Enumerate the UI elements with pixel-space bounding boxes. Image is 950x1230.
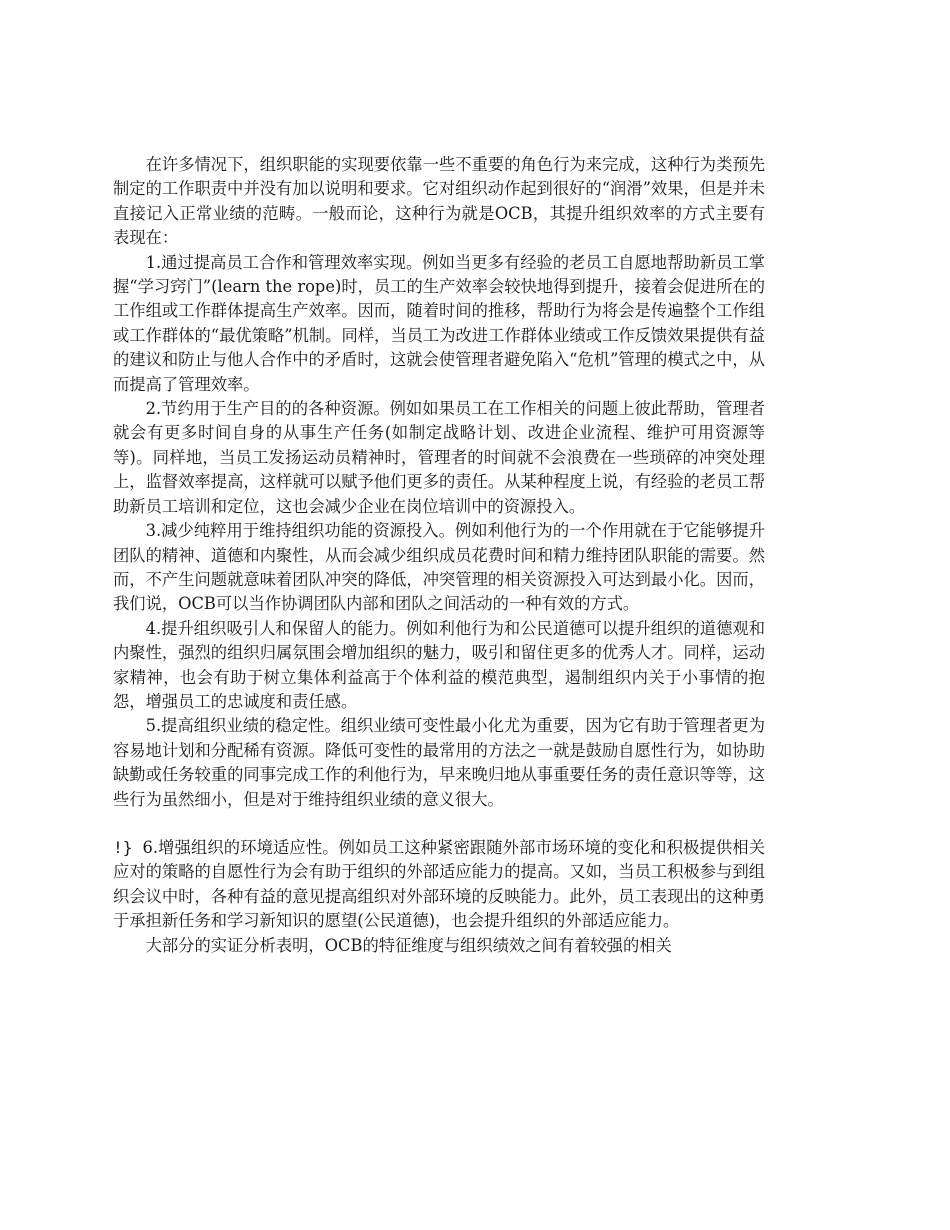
point-6-text: 6.增强组织的环境适应性。例如员工这种紧密跟随外部市场环境的变化和积极提供相关应对的策略的自愿性行为会有助于组织的外部适应能力的提高。又如，当员工积极参与到组织会议中时，各种有益的意见提高组织对外部环境的反映能力。此外，员工表现出的这种勇于承担新任务和学习新知识的愿望(公民道德)，也会提升组织的外部适应能力。 [113,837,765,931]
point-5-paragraph: 5.提高组织业绩的稳定性。组织业绩可变性最小化尤为重要，因为它有助于管理者更为容易地计划和分配稀有资源。降低可变性的最常用的方法之一就是鼓励自愿性行为，如协助缺勤或任务较重的同事完成工作的利他行为，早来晚归地从事重要任务的责任意识等等，这些行为虽然细小，但是对于维持组织业绩的意义很大。 [113,716,765,809]
point-4-paragraph: 4.提升组织吸引人和保留人的能力。例如利他行为和公民道德可以提升组织的道德观和内聚性，强烈的组织归属氛围会增加组织的魅力，吸引和留住更多的优秀人才。同样，运动家精神，也会有助于树立集体利益高于个体利益的模范典型，遏制组织内关于小事情的抱怨，增强员工的忠诚度和责任感。 [113,618,765,711]
document-body [113,153,765,958]
point-1-paragraph: 1.通过提高员工合作和管理效率实现。例如当更多有经验的老员工自愿地帮助新员工掌握“学习窍门”(learn the rope)时，员工的生产效率会较快地得到提升，接着会促进所在的工作组或工作群体提高生产效率。因而，随着时间的推移，帮助行为将会是传遍整个工作组或工作群体的“最优策略”机制。同样，当员工为改进工作群体业绩或工作反馈效果提供有益的建议和防止与他人合作中的矛盾时，这就会使管理者避免陷入“危机”管理的模式之中，从而提高了管理效率。 [113,252,765,394]
point-3-paragraph: 3.减少纯粹用于维持组织功能的资源投入。例如利他行为的一个作用就在于它能够提升团队的精神、道德和内聚性，从而会减少组织成员花费时间和精力维持团队职能的需要。然而，不产生问题就意味着团队冲突的降低，冲突管理的相关资源投入可达到最小化。因而，我们说，OCB可以当作协调团队内部和团队之间活动的一种有效的方式。 [113,521,765,614]
conclusion-paragraph: 大部分的实证分析表明，OCB的特征维度与组织绩效之间有着较强的相关 [145,935,672,955]
intro-paragraph: 在许多情况下，组织职能的实现要依靠一些不重要的角色行为来完成，这种行为类预先制定的工作职责中并没有加以说明和要求。它对组织动作起到很好的“润滑”效果，但是并未直接记入正常业绩的范畴。一般而论，这种行为就是OCB，其提升组织效率的方式主要有表现在： [113,155,765,248]
point-6-paragraph [113,836,765,934]
point-2-paragraph: 2.节约用于生产目的的各种资源。例如如果员工在工作相关的问题上彼此帮助，管理者就会有更多时间自身的从事生产任务(如制定战略计划、改进企业流程、维护可用资源等等)。同样地，当员工发扬运动员精神时，管理者的时间就不会浪费在一些琐碎的冲突处理上，监督效率提高，这样就可以赋予他们更多的责任。从某种程度上说，有经验的老员工帮助新员工培训和定位，这也会减少企业在岗位培训中的资源投入。 [113,399,765,516]
stray-marker: !} [113,837,143,857]
